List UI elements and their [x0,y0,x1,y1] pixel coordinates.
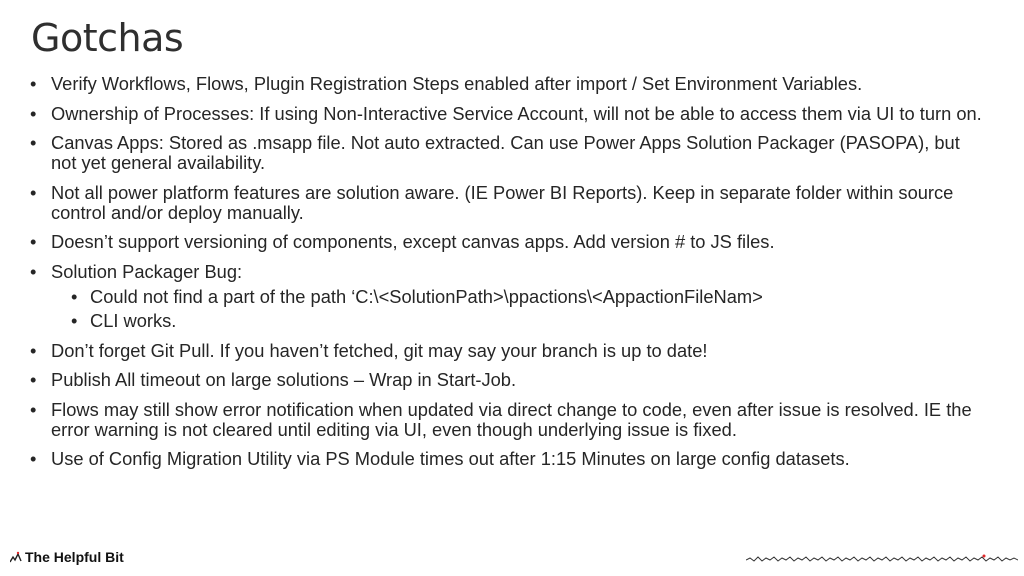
bullet-list [28,74,988,479]
sub-bullet-item: • Could not find a part of the path ‘C:\<SolutionPath>\ppactions\<AppactionFileNam> [51,287,988,307]
bullet-item-with-sublist [28,262,988,331]
chart-squiggle-icon [10,551,22,563]
footer-logo [10,549,124,565]
sub-bullet-list [51,287,988,331]
bullet-item: • Canvas Apps: Stored as .msapp file. Not auto extracted. Can use Power Apps Solution Packager (PASOPA), but not yet general availability. [28,133,988,173]
bullet-item: • Not all power platform features are solution aware. (IE Power BI Reports). Keep in separate folder within source control and/or deploy manually. [28,183,988,223]
bullet-item: • Publish All timeout on large solutions – Wrap in Start-Job. [28,370,988,390]
bullet-item: • Don’t forget Git Pull. If you haven’t fetched, git may say your branch is up to date! [28,341,988,361]
bullet-text: Solution Packager Bug: [51,260,243,282]
bullet-item: • Ownership of Processes: If using Non-Interactive Service Account, will not be able to access them via UI to turn on. [28,104,988,124]
decorative-squiggle-icon [746,553,1018,565]
bullet-item: • Flows may still show error notification when updated via direct change to code, even after issue is resolved. IE the error warning is not cleared until editing via UI, even though underlying issue is fixed. [28,400,988,440]
sub-bullet-item: • CLI works. [51,311,988,331]
bullet-item: • Use of Config Migration Utility via PS Module times out after 1:15 Minutes on large config datasets. [28,449,988,469]
slide-title: Gotchas [31,16,184,60]
bullet-item: • Doesn’t support versioning of components, except canvas apps. Add version # to JS files. [28,232,988,252]
brand-name: The Helpful Bit [25,549,124,565]
bullet-item: • Verify Workflows, Flows, Plugin Registration Steps enabled after import / Set Environment Variables. [28,74,988,94]
